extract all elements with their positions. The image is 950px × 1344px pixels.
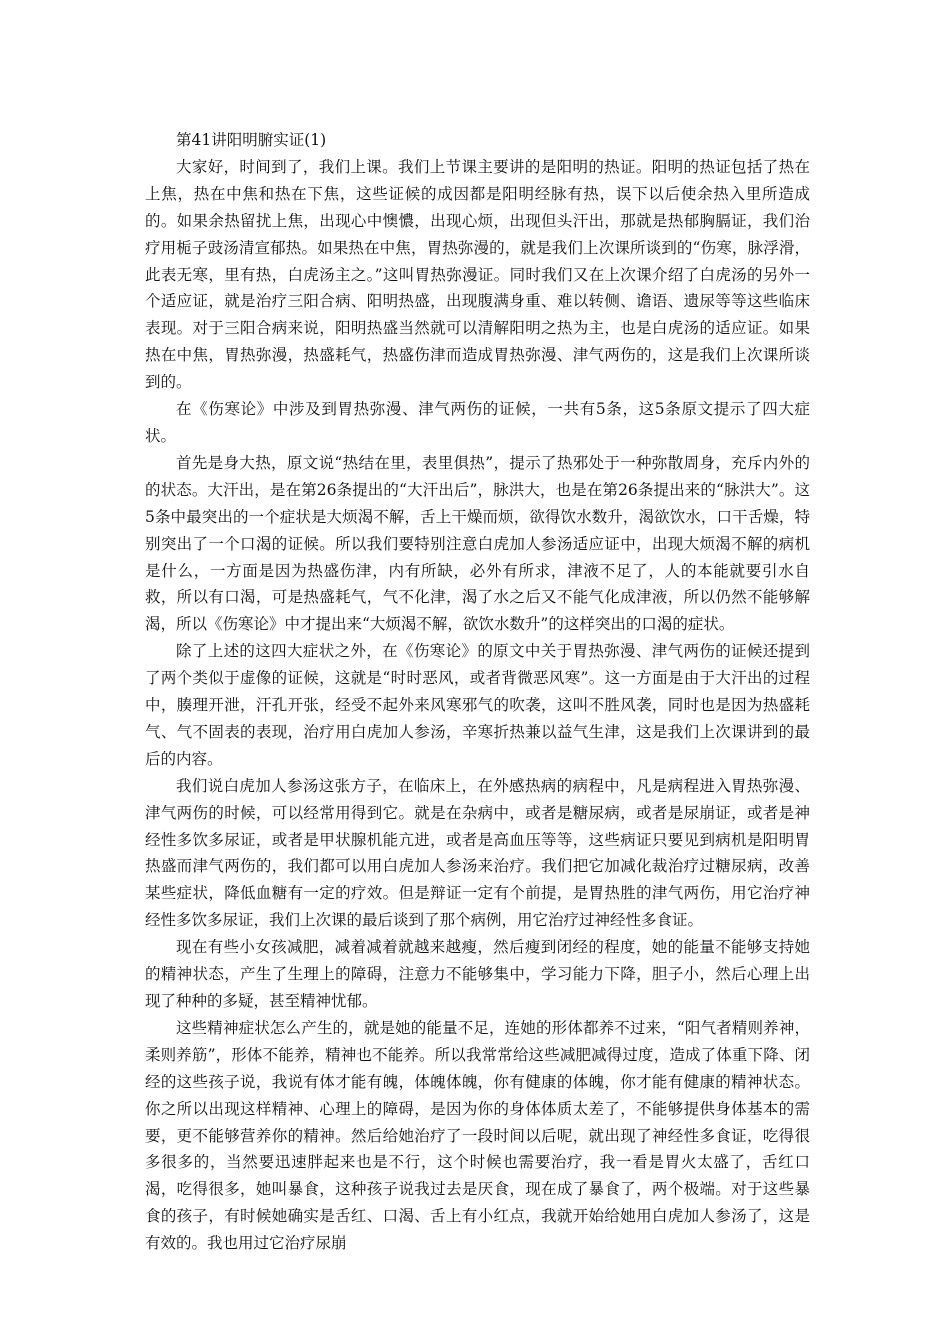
- paragraph-3: 首先是身大热，原文说“热结在里，表里俱热”，提示了热邪处于一种弥散周身，充斥内外的的状态。大汗出，是在第26条提出的“大汗出后”，脉洪大，也是在第26条提出来的“脉洪大”。这5条中最突出的一个症状是大烦渴不解，舌上干燥而烦，欲得饮水数升，渴欲饮水，口干舌燥，特别突出了一个口渴的证候。所以我们要特别注意白虎加人参汤适应证中，出现大烦渴不解的病机是什么，一方面是因为热盛伤津，内有所缺，必外有所求，津液不足了，人的本能就要引水自救，所以有口渴，可是热盛耗气，气不化津，渴了水之后又不能气化成津液，所以仍然不能够解渴，所以《伤寒论》中才提出来“大烦渴不解，欲饮水数升”的这样突出的口渴的症状。: [145, 453, 810, 634]
- document-title: 第41讲阳明腑实证(1): [176, 131, 327, 149]
- paragraph-6: 现在有些小女孩减肥，减着减着就越来越瘦，然后瘦到闭经的程度，她的能量不能够支持她的精神状态，产生了生理上的障碍，注意力不能够集中，学习能力下降，胆子小，然后心理上出现了种种的多疑，甚至精神忧郁。: [145, 938, 810, 1010]
- document-page: [145, 127, 810, 1257]
- paragraph-1: 大家好，时间到了，我们上课。我们上节课主要讲的是阳明的热证。阳明的热证包括了热在上焦，热在中焦和热在下焦，这些证候的成因都是阳明经脉有热，误下以后使余热入里所造成的。如果余热留扰上焦，出现心中懊憹，出现心烦，出现但头汗出，那就是热郁胸膈证，我们治疗用栀子豉汤清宣郁热。如果热在中焦，胃热弥漫的，就是我们上次课所谈到的“伤寒，脉浮滑，此表无寒，里有热，白虎汤主之。”这叫胃热弥漫证。同时我们又在上次课介绍了白虎汤的另外一个适应证，就是治疗三阳合病、阳明热盛，出现腹满身重、难以转侧、谵语、遗尿等等这些临床表现。对于三阳合病来说，阳明热盛当然就可以清解阳明之热为主，也是白虎汤的适应证。如果热在中焦，胃热弥漫，热盛耗气，热盛伤津而造成胃热弥漫、津气两伤的，这是我们上次课所谈到的。: [145, 157, 810, 392]
- paragraph-7: 这些精神症状怎么产生的，就是她的能量不足，连她的形体都养不过来，“阳气者精则养神，柔则养筋”，形体不能养，精神也不能养。所以我常常给这些减肥减得过度，造成了体重下降、闭经的这些孩子说，我说有体才能有魄，体魄体魄，你有健康的体魄，你才能有健康的精神状态。你之所以出现这样精神、心理上的障碍，是因为你的身体体质太差了，不能够提供身体基本的需要，更不能够营养你的精神。然后给她治疗了一段时间以后呢，就出现了神经性多食证，吃得很多很多的，当然要迅速胖起来也是不行，这个时候也需要治疗，我一看是胃火太盛了，舌红口渴，吃得很多，她叫暴食，这种孩子说我过去是厌食，现在成了暴食了，两个极端。对于这些暴食的孩子，有时候她确实是舌红、口渴、舌上有小红点，我就开始给她用白虎加人参汤了，这是有效的。我也用过它治疗尿崩: [145, 1018, 810, 1253]
- paragraph-5: 我们说白虎加人参汤这张方子，在临床上，在外感热病的病程中，凡是病程进入胃热弥漫、津气两伤的时候，可以经常用得到它。就是在杂病中，或者是糖尿病，或者是尿崩证，或者是神经性多饮多尿证，或者是甲状腺机能亢进，或者是高血压等等，这些病证只要见到病机是阳明胃热盛而津气两伤的，我们都可以用白虎加人参汤来治疗。我们把它加减化裁治疗过糖尿病，改善某些症状，降低血糖有一定的疗效。但是辩证一定有个前提，是胃热胜的津气两伤，用它治疗神经性多饮多尿证，我们上次课的最后谈到了那个病例，用它治疗过神经性多食证。: [145, 776, 810, 930]
- paragraph-2: 在《伤寒论》中涉及到胃热弥漫、津气两伤的证候，一共有5条，这5条原文提示了四大症状。: [145, 400, 810, 445]
- paragraph-4: 除了上述的这四大症状之外，在《伤寒论》的原文中关于胃热弥漫、津气两伤的证候还提到了两个类似于虚像的证候，这就是“时时恶风，或者背微恶风寒”。这一方面是由于大汗出的过程中，腠理开泄，汗孔开张，经受不起外来风寒邪气的吹袭，这叫不胜风袭，同时也是因为热盛耗气、气不固表的表现，治疗用白虎加人参汤，辛寒折热兼以益气生津，这是我们上次课讲到的最后的内容。: [145, 642, 810, 768]
